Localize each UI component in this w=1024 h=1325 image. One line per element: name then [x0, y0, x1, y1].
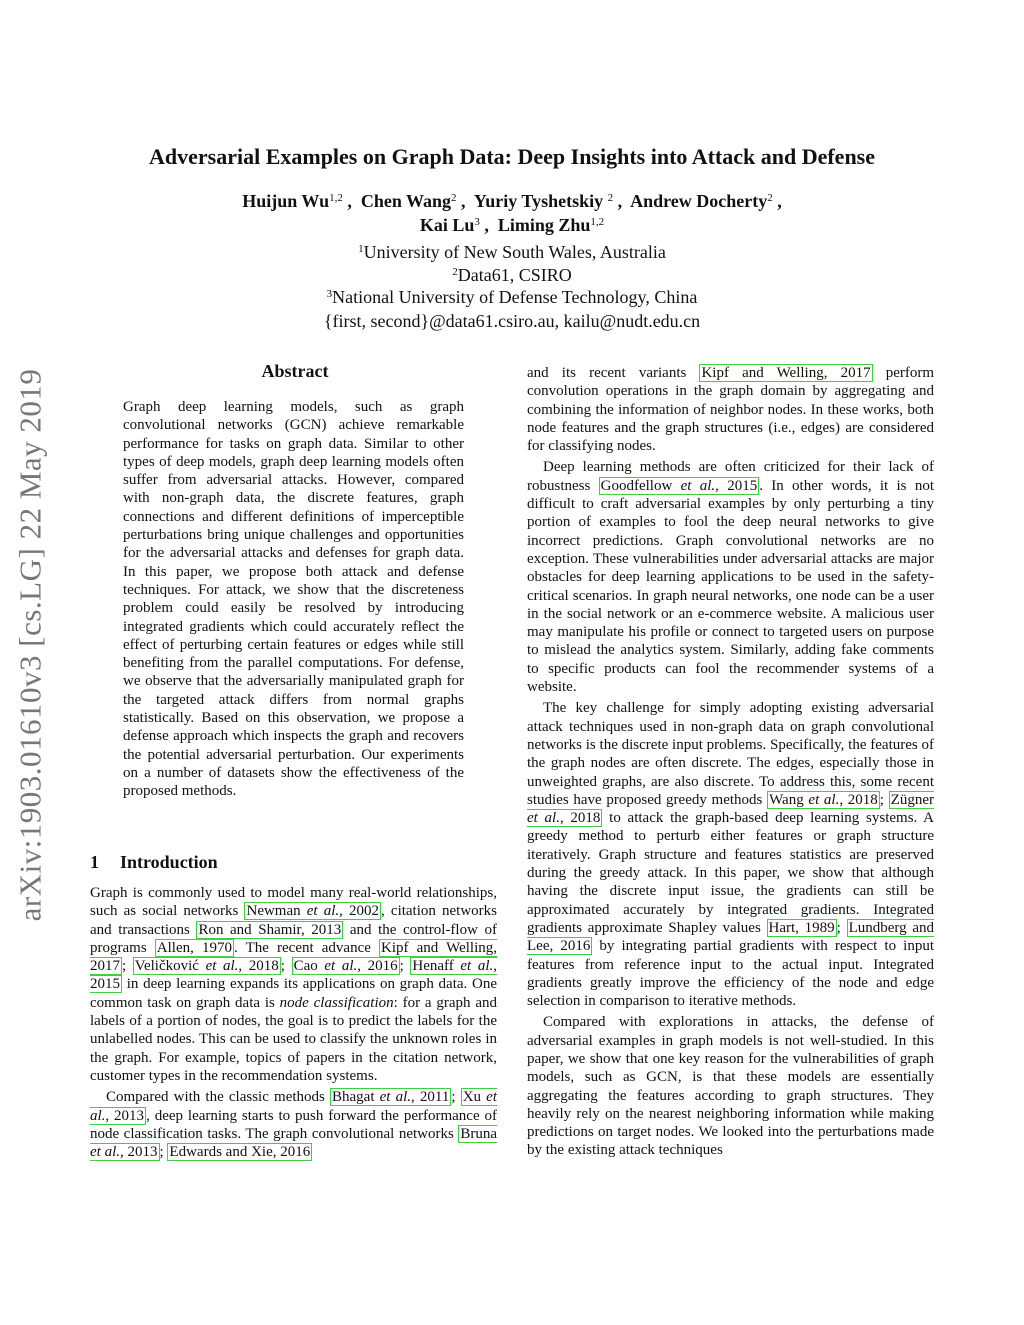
- abstract-text: Graph deep learning models, such as graph convolutional networks (GCN) achieve remarkable performance for tasks on graph data. Similar to other types of deep models, graph deep learning models often suffer from adversarial attacks. However, compared with non-graph data, the discrete features, graph connections and different definitions of imperceptible perturbations bring unique challenges and opportunities for the adversarial attacks and defenses for graph data. In this paper, we propose both attack and defense techniques. For attack, we show that the discreteness problem could easily be resolved by introducing integrated gradients which could accurately reflect the effect of perturbing certain features or edges while still benefiting from the parallel computations. For defense, we observe that the adversarially manipulated graph for the targeted attack differs from normal graphs statistically. Based on this observation, we propose a defense approach which inspects the graph and recovers the potential adversarial perturbation. Our experiments on a number of datasets show the effectiveness of the proposed methods.: [123, 399, 464, 800]
- citation-link[interactable]: Wang et al., 2018: [769, 791, 878, 808]
- author-name: Kai Lu: [419, 215, 475, 235]
- right-column-body: [527, 364, 934, 1160]
- affiliation-1-marker: 1: [358, 243, 364, 255]
- arxiv-stamp-text: arXiv:1903.01610v3 [cs.LG] 22 May 2019: [12, 368, 47, 922]
- author-affiliation-marker: 2: [607, 192, 614, 204]
- author-affiliation-marker: 1,2: [329, 192, 343, 204]
- right-paragraph-1: and its recent variants Kipf and Welling, 2017 perform convolution operations in the graph domain by aggregating and combining the information of neighbor nodes. In these works, both node features and the graph structures (i.e., edges) are considered for classifying nodes.: [527, 365, 935, 455]
- citation-link[interactable]: Allen, 1970: [156, 939, 232, 956]
- affiliation-2-marker: 2: [452, 266, 458, 278]
- citation-link[interactable]: Hart, 1989: [768, 919, 835, 936]
- author-name: Huijun Wu: [242, 191, 330, 211]
- author-name: Yuriy Tyshetskiy: [473, 191, 608, 211]
- author-name: Chen Wang: [360, 191, 452, 211]
- author-affiliation-marker: 2: [451, 192, 457, 204]
- right-paragraph-4: Compared with explorations in attacks, the defense of adversarial examples in graph models is not well-studied. In this paper, we show that one key reason for the vulnerabilities of graph models, such as GCN, is that these models are essentially aggregating the features according to graph structures. They heavily rely on the nearest neighboring information while making predictions on target nodes. We looked into the perturbations made by the existing attack techniques: [527, 1014, 934, 1159]
- affiliation-3-marker: 3: [326, 288, 333, 300]
- affiliation-3: [0, 286, 1024, 308]
- abstract-heading: Abstract: [261, 361, 329, 381]
- author-name: Liming Zhu: [497, 215, 591, 235]
- author-name: Andrew Docherty: [630, 191, 768, 211]
- author-emails: {first, second}@data61.csiro.au, kailu@nudt.edu.cn: [323, 311, 701, 331]
- citation-link[interactable]: Zügner et al., 2018: [527, 791, 934, 827]
- section-number: 1: [90, 852, 99, 872]
- author-affiliation-marker: 1,2: [590, 216, 605, 228]
- citation-link[interactable]: Goodfellow et al., 2015: [600, 477, 758, 494]
- right-paragraph-2: Deep learning methods are often criticized for their lack of robustness Goodfellow et al., 2015 . In other words, it is not difficult to craft adversarial examples by only perturbing a tiny portion of examples to fool the deep neural networks to give incorrect predictions. Graph convolutional networks are no exception. These vulnerabilities under adversarial attacks are major obstacles for deep learning applications to be used in the safety-critical scenarios. In graph neural networks, one node can be a user in the social network or an e-commerce website. A malicious user may manipulate his profile or connect to targeted users on purpose to mislead the analytics system. Similarly, adding fake comments to specific products can fool the recommender systems of a website.: [527, 459, 934, 696]
- citation-link[interactable]: Henaff et al., 2015: [90, 958, 497, 993]
- citation-link[interactable]: Cao et al., 2016: [293, 958, 398, 975]
- citation-link[interactable]: Kipf and Welling, 2017: [90, 939, 498, 975]
- paper-title: Adversarial Examples on Graph Data: Deep Insights into Attack and Defense: [148, 144, 876, 169]
- left-column-body: [90, 884, 497, 1161]
- citation-link[interactable]: Veličković et al., 2018: [134, 958, 279, 975]
- citation-link[interactable]: Edwards and Xie, 2016: [169, 1144, 311, 1161]
- author-affiliation-marker: 2: [767, 192, 773, 204]
- affiliation-1: [0, 241, 1024, 263]
- authors-line-1: Huijun Wu$^{1,2}$ , Chen Wang$^2$ , Yuriy Tyshetskiy $^2$ , Andrew Docherty$^2$ ,: [242, 191, 782, 211]
- right-paragraph-3: The key challenge for simply adopting existing adversarial attack techniques used in non-graph data on graph convolutional networks is the discrete input problems. Specifically, the features of the graph nodes are often discrete. The edges, especially those in unweighted graphs, are also discrete. To address this, some recent studies have proposed greedy methods Wang et al., 2018 ; Zügner et al., 2018 to attack the graph-based deep learning systems. A greedy method to perturb either features or graph structure iteratively. Graph structure and features statistics are preserved during the greedy attack. In this paper, we show that although having the discrete input issue, the gradients can still be approximated accurately by integrated gradients. Integrated gradients approximate Shapley values Hart, 1989 ; Lundberg and Lee, 2016 by integrating partial gradients with respect to input features from reference input to the actual input. Integrated gradients greatly improve the efficiency of the node and edge selection in comparison to iterative methods.: [527, 700, 935, 1010]
- citation-link[interactable]: Bhagat et al., 2011: [332, 1089, 450, 1106]
- emphasized-term: node classification: [279, 994, 394, 1011]
- citation-link[interactable]: Kipf and Welling, 2017: [701, 365, 871, 381]
- authors-line-2: Kai Lu$^3$ , Liming Zhu$^{1,2}$: [419, 215, 605, 235]
- section-title: Introduction: [120, 852, 218, 872]
- citation-link[interactable]: Bruna et al., 2013: [90, 1125, 497, 1161]
- affiliation-3-text: National University of Defense Technology, China: [332, 287, 698, 307]
- citation-link[interactable]: Newman et al., 2002: [246, 903, 380, 920]
- citation-link[interactable]: Ron and Shamir, 2013: [198, 921, 342, 938]
- affiliation-2-text: Data61, CSIRO: [457, 265, 572, 285]
- intro-paragraph-2: Compared with the classic methods Bhagat et al., 2011 ; Xu et al., 2013 , deep learning starts to push forward the performance of node classification tasks. The graph convolutional networks Bruna et al., 2013 ; Edwards and Xie, 2016: [90, 1089, 497, 1161]
- arxiv-identifier-stamp: [4, 345, 56, 945]
- section-heading-introduction: [90, 852, 218, 873]
- affiliation-2: [0, 264, 1024, 286]
- affiliation-1-text: University of New South Wales, Australia: [363, 242, 666, 262]
- citation-link[interactable]: Xu et al., 2013: [90, 1089, 497, 1124]
- author-affiliation-marker: 3: [474, 216, 480, 228]
- abstract-body: [123, 398, 464, 801]
- citation-link[interactable]: Lundberg and Lee, 2016: [527, 919, 935, 955]
- intro-paragraph-1: Graph is commonly used to model many real-world relationships, such as social networks Newman et al., 2002 , citation networks and transactions Ron and Shamir, 2013 and the control-flow of programs Allen, 1970 . The recent advance Kipf and Welling, 2017 ; Veličković et al., 2018 ; Cao et al., 2016 ; Henaff et al., 2015 in deep learning expands its applications on graph data. One common task on graph data is node classification: for a graph and labels of a portion of nodes, the goal is to predict the labels for the unlabelled nodes. This can be used to classify the unknown roles in the graph. For example, topics of papers in the citation network, customer types in the recommendation systems.: [90, 885, 498, 1084]
